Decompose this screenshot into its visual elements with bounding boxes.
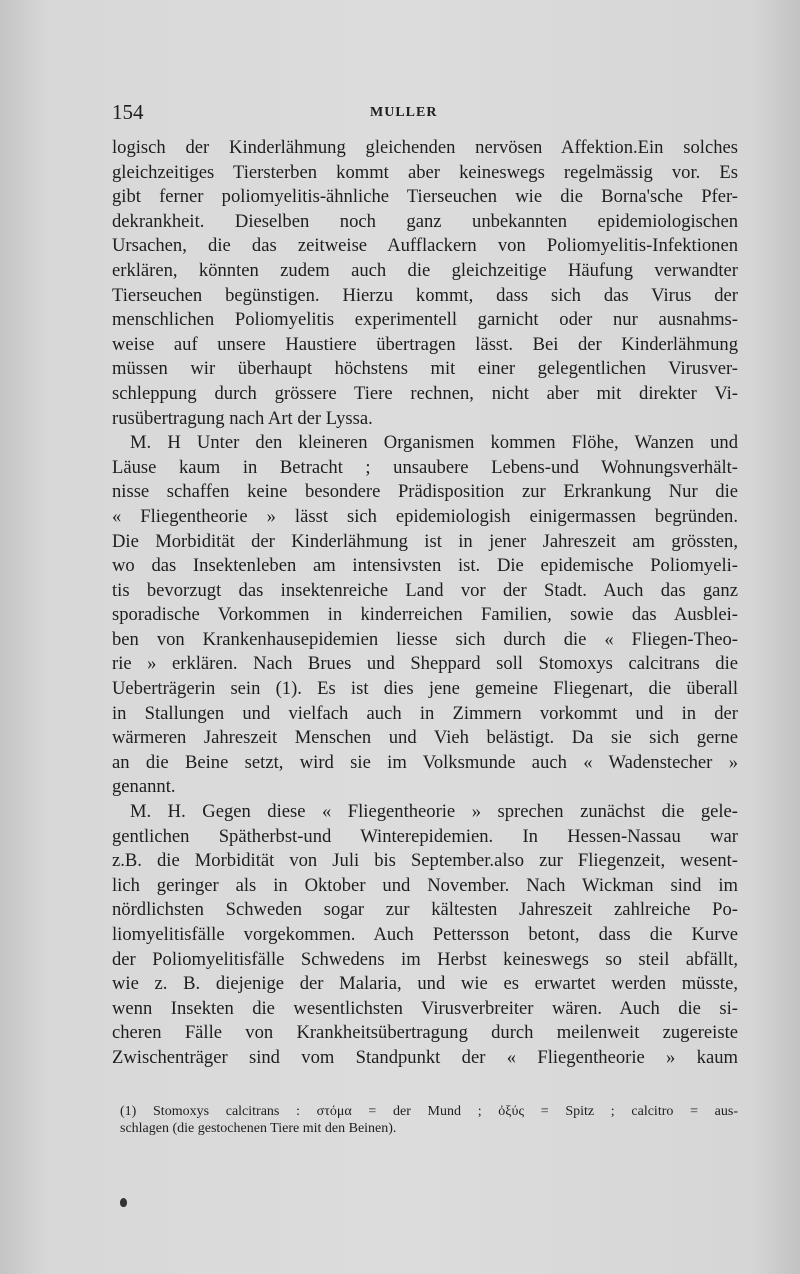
- page-number: 154: [112, 100, 144, 124]
- text-line: « Fliegentheorie » lässt sich epidemiologish einigermassen begründen.: [112, 505, 738, 527]
- running-head: MULLER: [370, 105, 438, 120]
- text-line: dekrankheit. Dieselben noch ganz unbekannten epidemiologischen: [112, 210, 738, 232]
- text-line: Tierseuchen begünstigen. Hierzu kommt, dass sich das Virus der: [112, 284, 738, 306]
- text-line: Zwischenträger sind vom Standpunkt der « Fliegentheorie » kaum: [112, 1046, 738, 1068]
- text-line: wie z. B. diejenige der Malaria, und wie es erwartet werden müsste,: [112, 973, 738, 995]
- text-line: M. H Unter den kleineren Organismen kommen Flöhe, Wanzen und: [130, 432, 738, 454]
- text-line: wärmeren Jahreszeit Menschen und Vieh belästigt. Da sie sich gerne: [112, 727, 738, 749]
- text-line: M. H. Gegen diese « Fliegentheorie » sprechen zunächst die gele-: [130, 801, 738, 823]
- text-line: rusübertragung nach Art der Lyssa.: [112, 407, 373, 429]
- text-line: wenn Insekten die wesentlichsten Virusverbreiter wären. Auch die si-: [112, 997, 738, 1019]
- text-line: tis bevorzugt das insektenreiche Land vor der Stadt. Auch das ganz: [112, 579, 738, 601]
- text-line: in Stallungen und vielfach auch in Zimmern vorkommt und in der: [112, 702, 738, 724]
- text-line: gibt ferner poliomyelitis-ähnliche Tierseuchen wie die Borna'sche Pfer-: [112, 186, 738, 208]
- text-line: weise auf unsere Haustiere übertragen lässt. Bei der Kinderlähmung: [112, 333, 738, 355]
- text-line: gleichzeitiges Tiersterben kommt aber keineswegs regelmässig vor. Es: [112, 161, 738, 183]
- text-line: Läuse kaum in Betracht ; unsaubere Lebens-und Wohnungsverhält-: [112, 456, 738, 478]
- text-line: an die Beine setzt, wird sie im Volksmunde auch « Wadenstecher »: [112, 751, 738, 773]
- text-line: schleppung durch grössere Tiere rechnen, nicht aber mit direkter Vi-: [112, 382, 738, 404]
- footnote-line: (1) Stomoxys calcitrans : στόμα = der Mund ; ὀξύς = Spitz ; calcitro = aus-: [120, 1104, 738, 1119]
- text-line: müssen wir überhaupt höchstens mit einer gelegentlichen Virusver-: [112, 358, 738, 380]
- text-line: genannt.: [112, 776, 176, 798]
- text-line: erklären, könnten zudem auch die gleichzeitige Häufung verwandter: [112, 259, 738, 281]
- footnotes: [120, 1103, 738, 1137]
- text-line: rie » erklären. Nach Brues und Sheppard soll Stomoxys calcitrans die: [112, 653, 738, 675]
- text-line: menschlichen Poliomyelitis experimentell garnicht oder nur ausnahms-: [112, 309, 738, 331]
- body-text: [112, 136, 738, 1071]
- text-line: sporadische Vorkommen in kinderreichen Familien, sowie das Ausblei-: [112, 604, 738, 626]
- text-line: der Poliomyelitisfälle Schwedens im Herbst keineswegs so steil abfällt,: [112, 948, 738, 970]
- text-line: logisch der Kinderlähmung gleichenden nervösen Affektion.Ein solches: [112, 137, 738, 158]
- text-line: ben von Krankenhausepidemien liesse sich durch die « Fliegen-Theo-: [112, 628, 738, 650]
- text-line: nisse schaffen keine besondere Prädisposition zur Erkrankung Nur die: [112, 481, 738, 503]
- text-line: nördlichsten Schweden sogar zur kältesten Jahreszeit zahlreiche Po-: [112, 899, 738, 921]
- text-line: Die Morbidität der Kinderlähmung ist in jener Jahreszeit am grössten,: [112, 530, 738, 552]
- footnote-line: schlagen (die gestochenen Tiere mit den Beinen).: [120, 1121, 397, 1136]
- text-line: Ueberträgerin sein (1). Es ist dies jene gemeine Fliegenart, die überall: [112, 678, 738, 700]
- text-line: liomyelitisfälle vorgekommen. Auch Pettersson betont, dass die Kurve: [112, 924, 738, 945]
- text-line: gentlichen Spätherbst-und Winterepidemien. In Hessen-Nassau war: [112, 825, 738, 847]
- text-line: wo das Insektenleben am intensivsten ist. Die epidemische Poliomyeli-: [112, 555, 738, 577]
- text-line: lich geringer als in Oktober und November. Nach Wickman sind im: [112, 874, 738, 896]
- text-line: Ursachen, die das zeitweise Aufflackern von Poliomyelitis-Infektionen: [112, 235, 738, 257]
- text-line: cheren Fälle von Krankheitsübertragung durch meilenweit zugereiste: [112, 1022, 738, 1044]
- page-header: [112, 100, 738, 128]
- text-line: z.B. die Morbidität von Juli bis September.also zur Fliegenzeit, wesent-: [112, 850, 738, 872]
- ink-spot-icon: [120, 1198, 127, 1207]
